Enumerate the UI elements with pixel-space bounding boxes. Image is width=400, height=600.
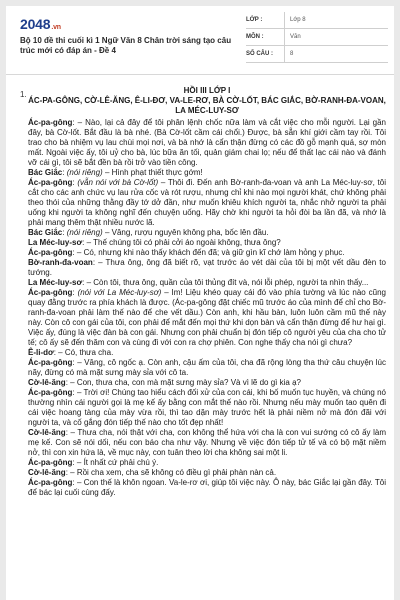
dialogue-line (28, 378, 386, 388)
dialogue-line (28, 238, 386, 248)
speaker-name: Ác-pa-gông : (28, 118, 78, 127)
dialogue-line (28, 468, 386, 478)
line-text: – Ít nhất cứ phải chú ý. (76, 458, 159, 467)
meta-row-count (246, 46, 388, 63)
stage-direction: (nói riêng) (66, 168, 105, 177)
line-text: – Vâng, cô ngốc ạ. Còn anh, cậu ấm của tôi, cha đã rộng lòng tha thứ câu chuyện lúc nãy, đừng có mà mặt sưng mày sỉa với cô ta. (28, 358, 386, 377)
dialogue-line (28, 228, 386, 238)
line-text: – Thế chúng tôi có phải cởi áo ngoài không, thưa ông? (86, 238, 281, 247)
dialogue-line (28, 248, 386, 258)
meta-row-class (246, 12, 388, 29)
dialogue-line (28, 478, 386, 498)
line-text: – Nào, lại cả đây để tôi phân lệnh chốc nữa làm và cắt việc cho mỗi người. Lại gần đây, bà Cờ-lốt. Bắt đầu là bà nhé. (Bà Cờ-lốt cầm cái chổi.) Được, bà sẵn khí giới cầm tay rồi. Tôi trao cho bà nhiệm vụ lau chùi mọi nơi, và bà nhớ là cẩn thận đừng có các đồ gỗ mạnh quá, sợ mòn mất. Ngoài việc ấy, tôi uỷ cho bà, lúc bữa ăn tối, quản giám chai lọ; nếu để thất lạc cái nào và đánh vỡ cái gì, tôi sẽ bắt đền bà rồi trở vào tiền công. (28, 118, 387, 167)
dialogue-line (28, 348, 386, 358)
line-text: – Có, nhưng khi nào thấy khách đến đã; và giữ gìn kĩ chớ làm hỏng y phục. (76, 248, 345, 257)
dialogue (28, 118, 386, 498)
header-divider (6, 74, 394, 75)
meta-key: SỐ CÂU : (246, 51, 273, 57)
meta-table (246, 12, 388, 63)
speaker-name: Ác-pa-gông : (28, 288, 78, 297)
line-text: – Trời ơi! Chúng tao hiểu cách đối xử của con cái, khi bố muốn tục huyền, và chúng nó thường nhìn cái người gọi là mẹ kế ấy bằng con mắt thế nào rồi. Nhưng nếu mày muốn tao quên đi cái việc hoang tàng của mày vừa rồi, thì tao dặn mày trước hết là phải niềm nở mà đón đãi với người ta, và cố gắng đón tiếp thế nào cho tốt đẹp nhất! (28, 388, 386, 427)
speaker-name: Bác Giắc : (28, 168, 67, 177)
dialogue-line (28, 258, 386, 278)
dialogue-line (28, 428, 386, 458)
document-title: Bộ 10 đề thi cuối kì 1 Ngữ Văn 8 Chân trời sáng tạo câu trúc mới có đáp án - Đề 4 (20, 36, 232, 55)
line-text: – Vâng, rượu nguyên không pha, bốc lên đầu. (104, 228, 269, 237)
dialogue-line (28, 178, 386, 228)
line-text: – Rồi cha xem, cha sẽ không có điều gì phải phàn nàn cả. (70, 468, 277, 477)
character-list: ÁC-PA-GÔNG, CỜ-LÊ-ĂNG, Ê-LI-ĐƠ, VA-LE-RƠ, BÀ CỜ-LỐT, BÁC GIẮC, BỜ-RANH-ĐA-VOAN, LA MÉC-LUY-SƠ (28, 96, 386, 115)
line-text: – Hình phạt thiết thực gớm! (104, 168, 203, 177)
speaker-name: La Méc-luy-sơ : (28, 278, 87, 287)
meta-row-subject (246, 29, 388, 46)
logo-text: 2048 (20, 16, 51, 32)
dialogue-line (28, 288, 386, 348)
speaker-name: Ác-pa-gông : (28, 178, 77, 187)
dialogue-line (28, 358, 386, 378)
line-text: – Còn tôi, thưa ông, quần của tôi thủng đít và, nói lỗi phép, người ta nhìn thấy... (86, 278, 369, 287)
line-text: – Có, thưa cha. (58, 348, 114, 357)
meta-value: Văn (284, 29, 388, 45)
speaker-name: Cờ-lê-ăng : (28, 378, 70, 387)
line-text: – Con, thưa cha, con mà mặt sưng mày sỉa? Và vì lẽ do gì kia ạ? (70, 378, 301, 387)
site-logo[interactable] (20, 16, 61, 32)
act-title: HỒI III LỚP I (183, 86, 231, 95)
dialogue-line (28, 458, 386, 468)
speaker-name: Bờ-ranh-đa-voan : (28, 258, 98, 267)
question-content (28, 86, 386, 498)
speaker-name: Cờ-lê-ăng : (28, 428, 71, 437)
dialogue-line (28, 118, 386, 168)
logo-suffix: .vn (51, 24, 61, 31)
speaker-name: Ác-pa-gông : (28, 248, 77, 257)
line-text: – Thôi đi. Đến anh Bờ-ranh-đa-voan và anh La Méc-luy-sơ, tôi cắt cho các anh chức vụ lau rửa cốc và rót rượu, nhưng chỉ khi nào mọi người khát, chứ không phải theo thói của những thằng đầy tớ dở đần, như muốn khiêu khích người ta, nhắc nhở người ta phải uống khi người ta không nghĩ đến chuyện uống. Hãy chờ khi người ta hỏi đòi ba lần đã, và nhớ là phải mang thêm thật nhiều nước lã. (28, 178, 386, 227)
question-number: 1. (20, 90, 27, 99)
meta-value: Lớp 8 (284, 12, 388, 28)
stage-direction: (nói riêng) (66, 228, 105, 237)
line-text: – Thưa cha, nói thật với cha, con không thể hứa với cha là con vui sướng có cô ấy làm mẹ kế. Con sẽ nói dối, nếu con báo cha như vậy. Nhưng về việc đón tiếp tử tế và có bộ mặt niềm nở, thì con xin hứa là, về mục này, con tuân theo lời cha không sai một li. (28, 428, 386, 457)
speaker-name: Cờ-lê-ăng : (28, 468, 70, 477)
line-text: – Thưa ông, ông đã biết rõ, vạt trước áo vét dài của tôi bị một vết dầu đèn to tướng. (28, 258, 386, 277)
stage-direction: (vẫn nói với bà Cờ-lốt) (77, 178, 161, 187)
speaker-name: Ác-pa-gông : (28, 358, 77, 367)
speaker-name: La Méc-luy-sơ : (28, 238, 87, 247)
line-text: – Im! Liệu khéo quay cái đó vào phía tường và lúc nào cũng quay đằng trước ra phía khách là được. (Ác-pa-gông đặt chiếc mũ trước áo của mình để chỉ cho Bờ-ranh-đa-voan phải làm thế nào để che vết dầu.) Còn anh, khi hầu bàn, luôn luôn cầm mũ thế này này. Còn cô con gái của tôi, con phải để mắt đến mọi thứ khi dọn bàn và cẩn thận đừng để hư hại gì. Việc ấy, đúng là việc đàn bà con gái. Nhưng con phải chuẩn bị đón tiếp cô người yêu của cha cho tử tế; cô ấy sẽ đến thăm con và cùng đi với con ra chợ phiên. Con nghe thấy cha nói gì chưa? (28, 288, 386, 347)
speaker-name: Bác Giắc : (28, 228, 67, 237)
dialogue-line (28, 278, 386, 288)
meta-key: LỚP : (246, 17, 263, 23)
speaker-name: Ê-li-dơ : (28, 348, 58, 357)
speaker-name: Ác-pa-gông : (28, 478, 77, 487)
stage-direction: (nói với La Méc-luy-sơ) (77, 288, 165, 297)
line-text: – Con thế là khôn ngoan. Va-le-rơ ơi, giúp tôi việc này. Ô này, bác Giắc lại gần đây. Tôi để bác lại cuối cùng đấy. (28, 478, 386, 497)
document-header (6, 6, 394, 72)
dialogue-line (28, 168, 386, 178)
document-page (6, 6, 394, 600)
meta-key: MÔN : (246, 34, 264, 40)
speaker-name: Ác-pa-gông : (28, 458, 77, 467)
dialogue-line (28, 388, 386, 428)
speaker-name: Ác-pa-gông : (28, 388, 77, 397)
meta-value: 8 (284, 46, 388, 62)
